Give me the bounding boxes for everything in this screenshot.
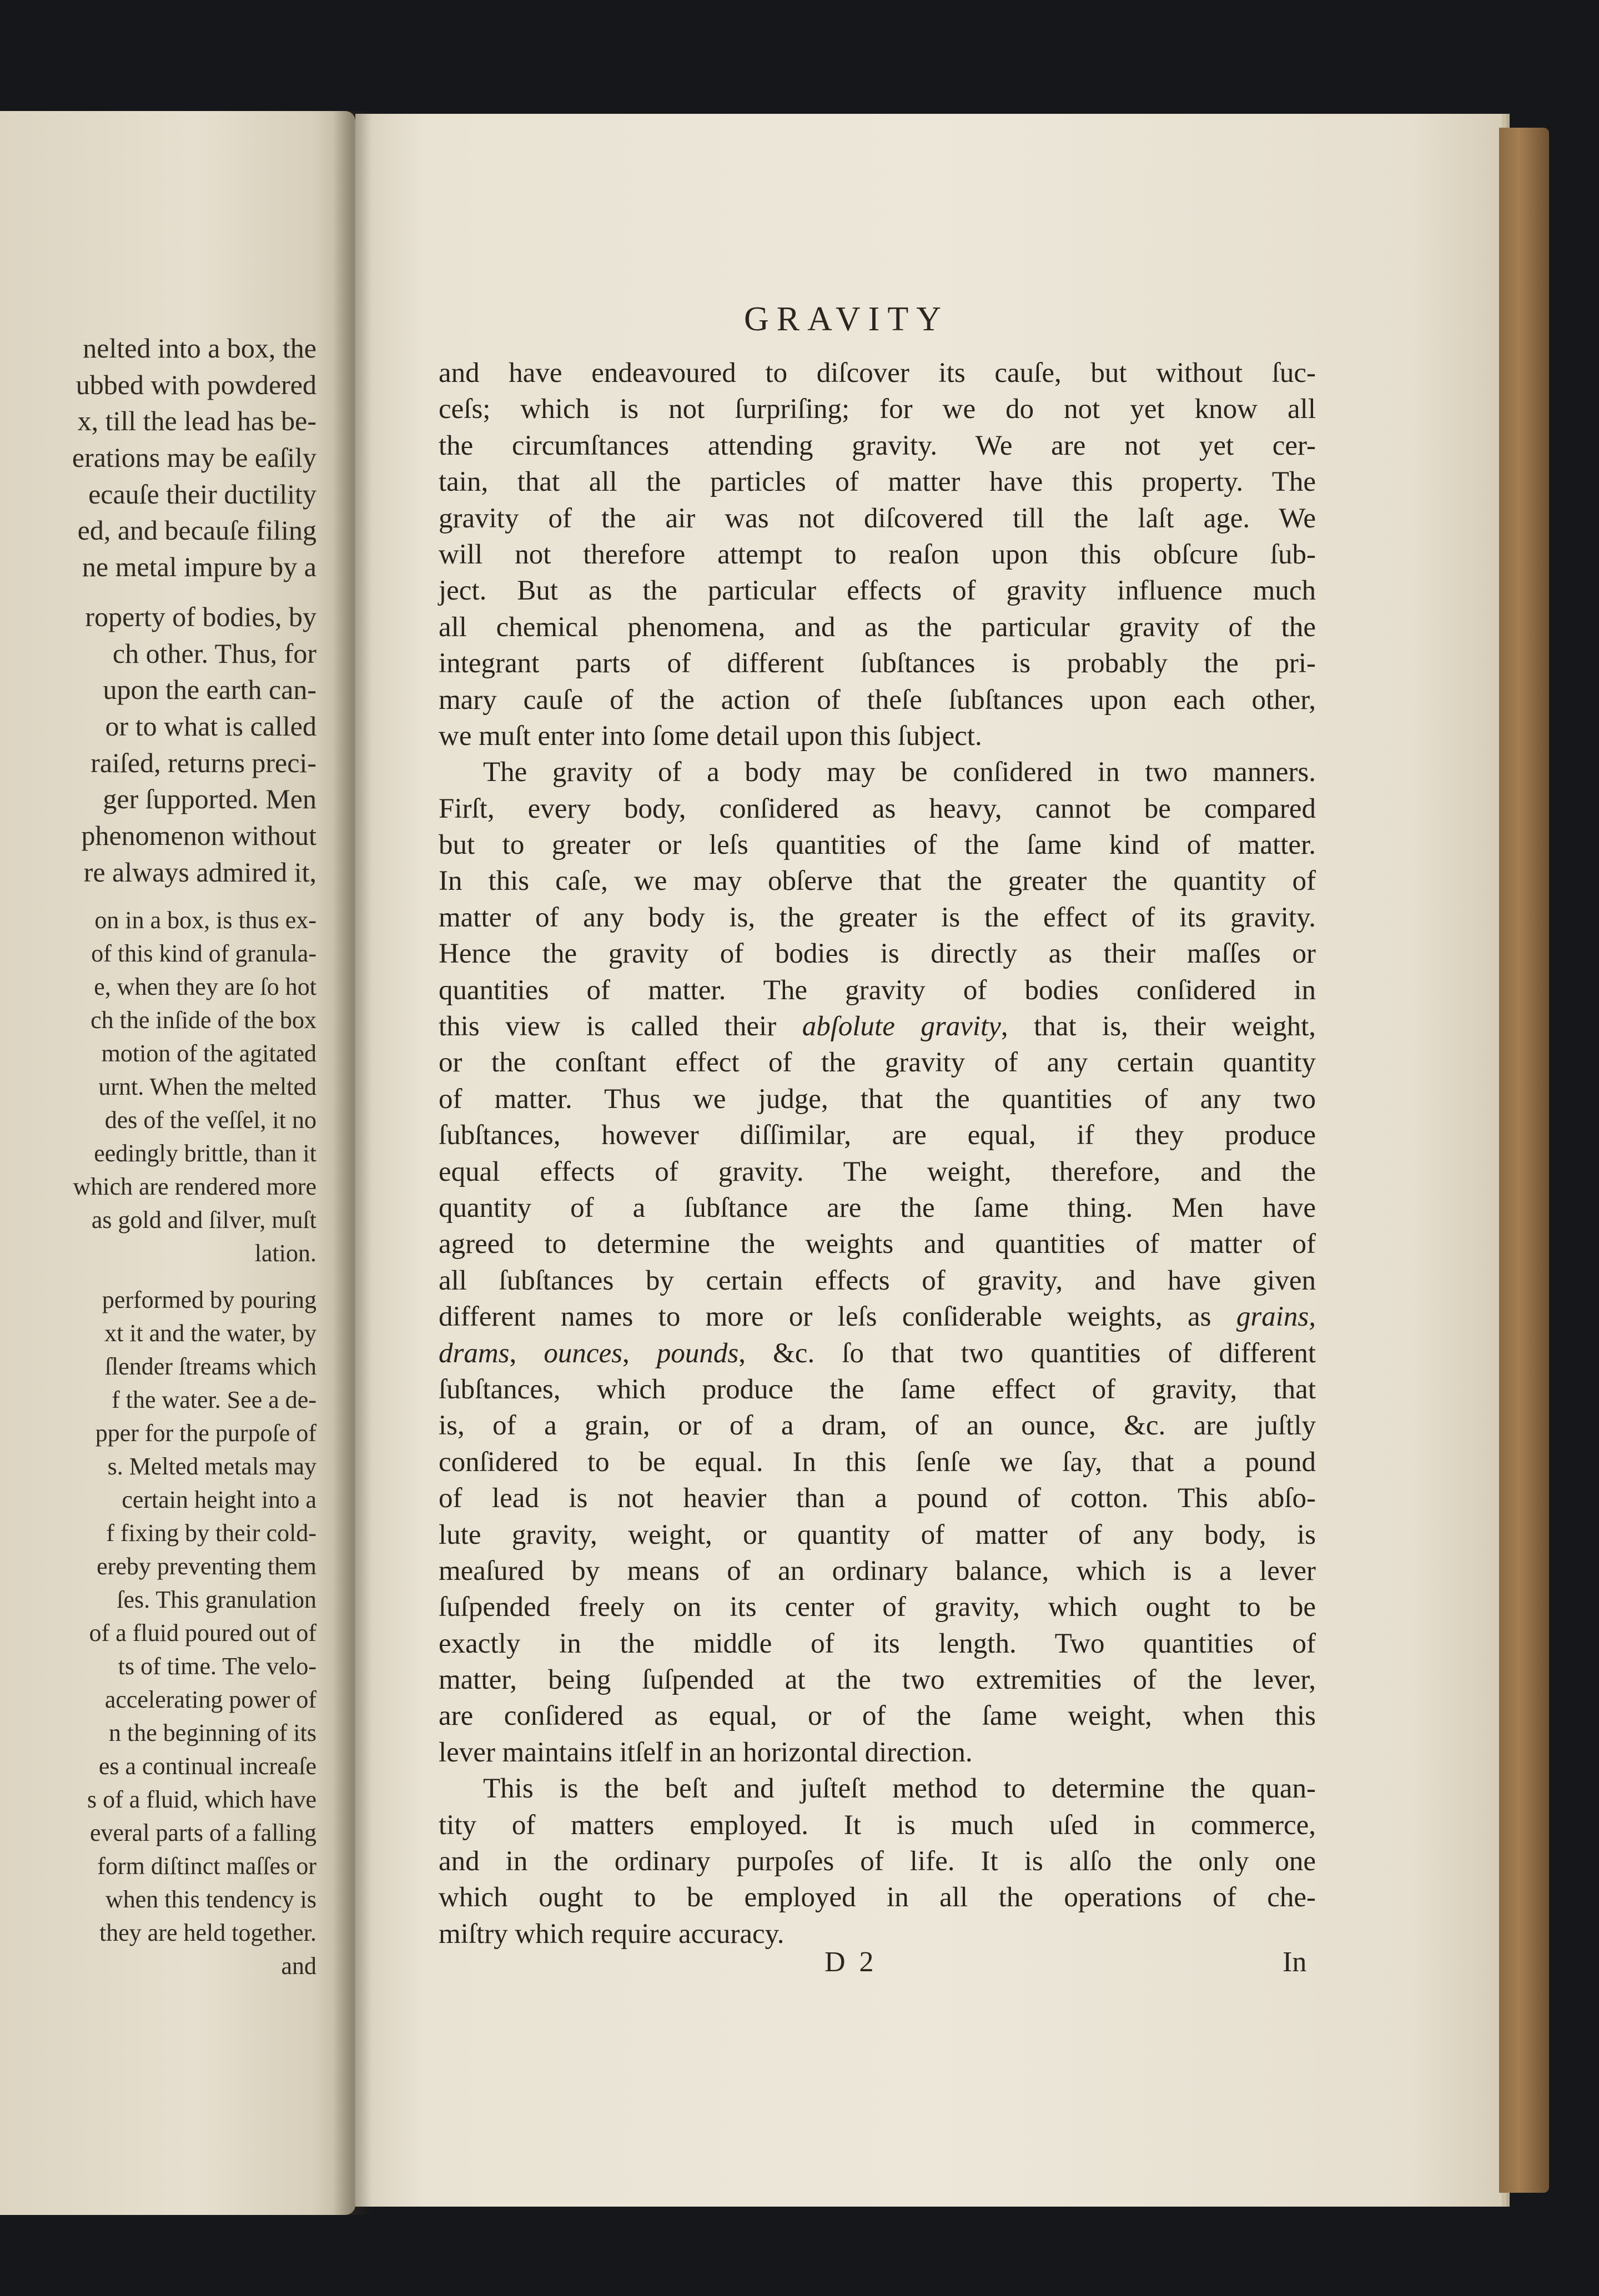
- left-page-line: form diſtinct maſſes or: [97, 1852, 316, 1880]
- text-line: quantity of a ſubſtance are the ſame thing. Men have: [439, 1192, 1316, 1223]
- text-line: tain, that all the particles of matter have this property. The: [439, 466, 1316, 498]
- left-page-line: s of a fluid, which have: [87, 1786, 316, 1814]
- text-line: ſubſtances, which produce the ſame effect of gravity, that: [439, 1373, 1316, 1405]
- text-line: In this caſe, we may obſerve that the greater the quantity of: [439, 865, 1316, 897]
- left-page-line: es a continual increaſe: [98, 1753, 316, 1780]
- text-line: we muſt enter into ſome detail upon this ſubject.: [439, 720, 982, 752]
- text-line: matter, being ſuſpended at the two extremities of the lever,: [439, 1664, 1316, 1696]
- left-page-line: n the beginning of its: [109, 1719, 316, 1747]
- text-line: This is the beſt and juſteſt method to determine the quan-: [483, 1773, 1316, 1805]
- text-line: this view is called their abſolute gravity, that is, their weight,: [439, 1011, 1316, 1043]
- text-line: conſidered to be equal. In this ſenſe we ſay, that a pound: [439, 1446, 1316, 1478]
- signature-mark: D 2: [824, 1946, 877, 1978]
- left-page-line: ed, and becauſe filing: [77, 515, 316, 546]
- spine-gutter: [333, 111, 372, 2215]
- left-page-line: ubbed with powdered: [76, 369, 316, 400]
- left-page-line: re always admired it,: [83, 856, 316, 888]
- left-page-line: when this tendency is: [105, 1886, 316, 1914]
- left-page: [0, 111, 355, 2215]
- text-line: matter of any body is, the greater is the effect of its gravity.: [439, 902, 1316, 933]
- left-page-line: f the water. See a de-: [112, 1386, 316, 1414]
- text-line: Firſt, every body, conſidered as heavy, cannot be compared: [439, 793, 1316, 824]
- left-page-line: ch the inſide of the box: [90, 1006, 316, 1034]
- text-line: ceſs; which is not ſurpriſing; for we do not yet know all: [439, 394, 1316, 425]
- text-line: integrant parts of different ſubſtances is probably the pri-: [439, 648, 1316, 679]
- text-line: all chemical phenomena, and as the particular gravity of the: [439, 611, 1316, 643]
- left-page-line: ger ſupported. Men: [103, 783, 316, 815]
- text-line: agreed to determine the weights and quantities of matter of: [439, 1228, 1316, 1260]
- left-page-line: roperty of bodies, by: [85, 601, 316, 632]
- left-page-line: as gold and ſilver, muſt: [91, 1206, 316, 1234]
- catchword: In: [1283, 1946, 1307, 1978]
- left-page-line: ts of time. The velo-: [118, 1653, 316, 1680]
- text-line: gravity of the air was not diſcovered till the laſt age. We: [439, 502, 1316, 534]
- text-line: different names to more or leſs conſiderable weights, as grains,: [439, 1301, 1316, 1333]
- left-page-line: they are held together.: [99, 1919, 316, 1947]
- left-page-text: [72, 330, 316, 1983]
- text-line: mary cauſe of the action of theſe ſubſtances upon each other,: [439, 684, 1316, 716]
- italic-term: ounces: [544, 1337, 623, 1369]
- left-page-line: on in a box, is thus ex-: [94, 907, 316, 934]
- text-line: will not therefore attempt to reaſon upon this obſcure ſub-: [439, 538, 1316, 570]
- left-page-line: nelted into a box, the: [83, 333, 316, 364]
- text-line: drams, ounces, pounds, &c. ſo that two quantities of different: [439, 1337, 1316, 1369]
- text-line: meaſured by means of an ordinary balance, which is a lever: [439, 1555, 1316, 1587]
- text-line: or the conſtant effect of the gravity of any certain quantity: [439, 1047, 1316, 1079]
- left-page-line: x, till the lead has be-: [77, 405, 316, 437]
- left-page-line: performed by pouring: [102, 1286, 316, 1314]
- left-page-line: lation.: [254, 1240, 316, 1267]
- text-line: ject. But as the particular effects of gravity influence much: [439, 575, 1316, 607]
- text-line: lute gravity, weight, or quantity of matter of any body, is: [439, 1519, 1316, 1550]
- running-head: GRAVITY: [744, 300, 949, 338]
- left-page-line: upon the earth can-: [103, 674, 316, 706]
- left-page-line: ch other. Thus, for: [112, 637, 316, 669]
- left-page-line: urnt. When the melted: [98, 1073, 316, 1101]
- text-line: is, of a grain, or of a dram, of an ounce, &c. are juſtly: [439, 1410, 1316, 1442]
- text-line: all ſubſtances by certain effects of gravity, and have given: [439, 1265, 1316, 1296]
- left-page-line: pper for the purpoſe of: [95, 1419, 316, 1447]
- left-page-line: motion of the agitated: [101, 1040, 316, 1068]
- text-line: which ought to be employed in all the operations of che-: [439, 1882, 1316, 1914]
- text-line: but to greater or leſs quantities of the ſame kind of matter.: [439, 829, 1316, 861]
- text-line: the circumſtances attending gravity. We are not yet cer-: [439, 430, 1316, 461]
- italic-term: pounds: [656, 1337, 739, 1369]
- paragraph: [439, 754, 1316, 1771]
- text-line: ſubſtances, however diſſimilar, are equal, if they produce: [439, 1120, 1316, 1151]
- text-line: equal effects of gravity. The weight, therefore, and the: [439, 1156, 1316, 1187]
- left-page-line: erations may be eaſily: [72, 442, 316, 474]
- page-body-text: [439, 355, 1316, 1952]
- left-page-line: xt it and the water, by: [104, 1320, 316, 1347]
- left-page-line: ecauſe their ductility: [88, 478, 316, 510]
- paragraph: [439, 1771, 1316, 1952]
- left-page-line: f fixing by their cold-: [106, 1519, 316, 1547]
- left-page-line: phenomenon without: [81, 819, 316, 851]
- left-page-line: which are rendered more: [73, 1173, 316, 1201]
- text-line: The gravity of a body may be conſidered in two manners.: [483, 757, 1316, 788]
- text-line: of matter. Thus we judge, that the quantities of any two: [439, 1083, 1316, 1115]
- left-page-line: of this kind of granula-: [91, 940, 316, 968]
- left-page-line: ne metal impure by a: [82, 551, 316, 583]
- italic-term: grains,: [1236, 1301, 1316, 1333]
- text-line: Hence the gravity of bodies is directly as their maſſes or: [439, 938, 1316, 970]
- left-page-line: accelerating power of: [104, 1686, 316, 1714]
- left-page-line: ſlender ſtreams which: [104, 1353, 316, 1381]
- italic-term: drams: [439, 1337, 510, 1369]
- left-page-line: ſes. This granulation: [117, 1586, 316, 1614]
- book-binding-edge: [1499, 128, 1549, 2193]
- left-page-line: s. Melted metals may: [107, 1453, 316, 1481]
- text-line: ſuſpended freely on its center of gravity, which ought to be: [439, 1592, 1316, 1623]
- left-page-line: and: [281, 1952, 316, 1980]
- italic-term: abſolute gravity: [802, 1011, 1001, 1043]
- left-page-line: ereby preventing them: [97, 1553, 316, 1580]
- left-page-line: everal parts of a falling: [89, 1819, 316, 1847]
- left-page-line: raiſed, returns preci-: [90, 747, 316, 778]
- text-line: exactly in the middle of its length. Two quantities of: [439, 1628, 1316, 1659]
- paragraph: [439, 355, 1316, 754]
- text-line: of lead is not heavier than a pound of cotton. This abſo-: [439, 1483, 1316, 1514]
- left-page-line: eedingly brittle, than it: [94, 1140, 316, 1167]
- left-page-line: or to what is called: [105, 710, 316, 742]
- left-page-line: des of the veſſel, it no: [104, 1106, 316, 1134]
- text-line: tity of matters employed. It is much uſed in commerce,: [439, 1809, 1316, 1841]
- text-line: are conſidered as equal, or of the ſame weight, when this: [439, 1700, 1316, 1732]
- left-page-line: e, when they are ſo hot: [94, 973, 316, 1001]
- text-line: and have endeavoured to diſcover its cauſe, but without ſuc-: [439, 358, 1316, 389]
- text-line: and in the ordinary purpoſes of life. It is alſo the only one: [439, 1846, 1316, 1877]
- text-line: quantities of matter. The gravity of bodies conſidered in: [439, 974, 1316, 1006]
- left-page-line: certain height into a: [122, 1486, 316, 1514]
- text-line: lever maintains itſelf in an horizontal direction.: [439, 1736, 973, 1768]
- text-line: miſtry which require accuracy.: [439, 1918, 785, 1950]
- left-page-line: of a fluid poured out of: [89, 1619, 316, 1647]
